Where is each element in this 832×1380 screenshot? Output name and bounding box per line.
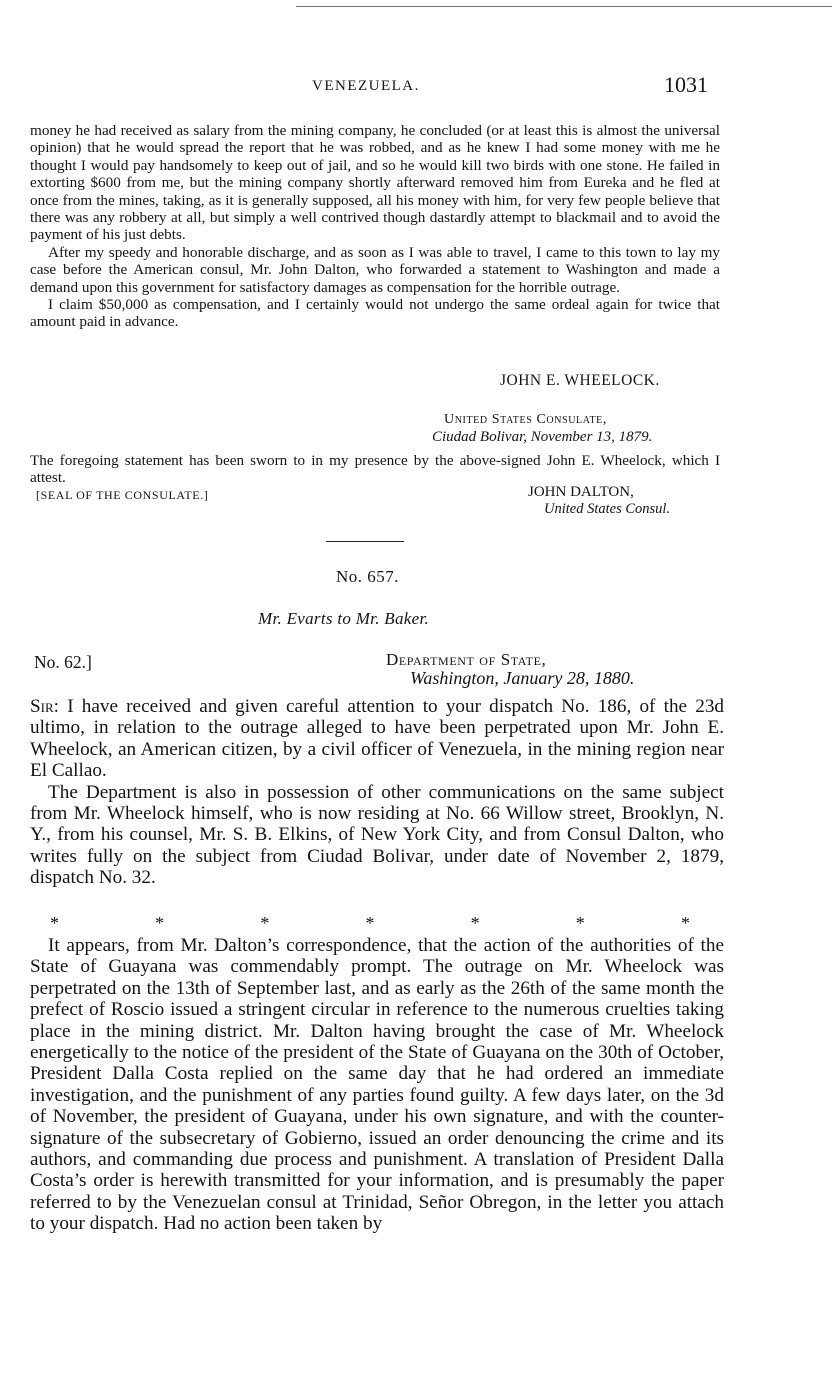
star: * xyxy=(365,913,375,933)
consulate-place-date-text: Ciudad Bolivar, November 13, 1879. xyxy=(432,429,653,445)
dateline-month: January 28, 1880. xyxy=(503,668,635,688)
letter-paragraph xyxy=(30,696,724,782)
statement-signature: JOHN E. WHEELOCK. xyxy=(500,372,660,389)
letter-paragraph-text: I have received and given careful attention to your dispatch No. 186, of the 23d ultimo, in relation to the outrage alleged to have been perpetrated upon Mr. John E. Wheelock, an American citizen, by a civil officer of Venezuela, in the mining region near El Callao. xyxy=(30,696,725,782)
star: * xyxy=(575,913,585,933)
dispatch-number: No. 62.] xyxy=(34,652,92,672)
consul-title: United States Consul. xyxy=(544,501,671,517)
consulate-seal: [SEAL OF THE CONSULATE.] xyxy=(36,488,209,502)
page-number: 1031 xyxy=(664,72,708,97)
department-heading: Department of State, xyxy=(386,650,547,669)
consul-signature: JOHN DALTON, xyxy=(528,484,634,500)
document-subheading: Mr. Evarts to Mr. Baker. xyxy=(258,609,430,628)
star: * xyxy=(155,913,165,933)
attestation-text xyxy=(30,452,720,487)
consulate-place-date xyxy=(432,429,652,446)
star: * xyxy=(470,913,480,933)
salutation: Sir: xyxy=(30,696,60,717)
dateline xyxy=(410,668,634,689)
dateline-place: Washington, xyxy=(410,668,499,688)
star: * xyxy=(260,913,270,933)
letter-paragraph: It appears, from Mr. Dalton’s correspondence, that the action of the authorities of the State of Guayana was commendably prompt. The outrage on Mr. Wheelock was perpetrated on the 13th of September last, and as early as the 26th of the same month the prefect of Roscio issued a stringent circular in reference to the numerous cruelties taking place in the mining district. Mr. Dalton having brought the case of Mr. Wheelock energetically to the notice of the president of the State of Guayana on the 30th of October, President Dalla Costa replied on the same day that he had ordered an immediate investigation, and the punishment of any parties found guilty. A few days later, on the 3d of November, the president of Guayana, under his own signature, and with the counter-signature of the subsecretary of Gobierno, issued an order denouncing the crime and its authors, and commanding due process and punishment. A translation of President Dalla Costa’s order is herewith transmitted for your information, and is presumably the paper referred to by the Venezuelan consul at Trinidad, Señor Obregon, in the letter you attach to your dispatch. Had no action been taken by xyxy=(30,935,724,1235)
letter-body-continued xyxy=(30,935,724,1235)
consulate-office: United States Consulate, xyxy=(444,412,607,427)
statement-text xyxy=(30,122,720,331)
document-number: No. 657. xyxy=(336,567,400,586)
statement-paragraph: After my speedy and honorable discharge, and as soon as I was able to travel, I came to this town to lay my case before the American consul, Mr. John Dalton, who forwarded a statement to Washington and made a demand upon this government for satisfactory damages as compensation for the horrible outrage. xyxy=(30,243,720,296)
letter-paragraph: The Department is also in possession of other communications on the same subject from Mr. Wheelock himself, who is now residing at No. 66 Willow street, Brooklyn, N. Y., from his counsel, Mr. S. B. Elkins, of New York City, and from Consul Dalton, who writes fully on the subject from Ciudad Bolivar, under date of November 2, 1879, dispatch No. 32. xyxy=(30,781,724,889)
star: * xyxy=(680,913,690,933)
omission-stars xyxy=(50,913,690,934)
attestation-paragraph: The foregoing statement has been sworn to in my presence by the above-signed John E. Wheelock, which I attest. xyxy=(30,452,720,487)
letter-body xyxy=(30,696,724,889)
statement-paragraph: I claim $50,000 as compensation, and I certainly would not undergo the same ordeal again for twice that amount paid in advance. xyxy=(30,296,720,331)
statement-paragraph: money he had received as salary from the mining company, he concluded (or at least this is almost the universal opinion) that he would spread the report that he was robbed, and as he knew I had some money with me he thought I would pay handsomely to keep out of jail, and so he would kill two birds with one stone. He failed in extorting $600 from me, but the mining company shortly afterward removed him from Eureka and he fled at once from the mines, taking, as it is generally supposed, all his money with him, for very few people believe that there was any robbery at all, but simply a well contrived though dastardly attempt to blackmail and to avoid the payment of his just debts. xyxy=(30,122,720,244)
top-rule xyxy=(296,6,832,7)
running-head: VENEZUELA. xyxy=(312,78,420,94)
star: * xyxy=(50,913,59,933)
section-divider xyxy=(326,541,404,542)
